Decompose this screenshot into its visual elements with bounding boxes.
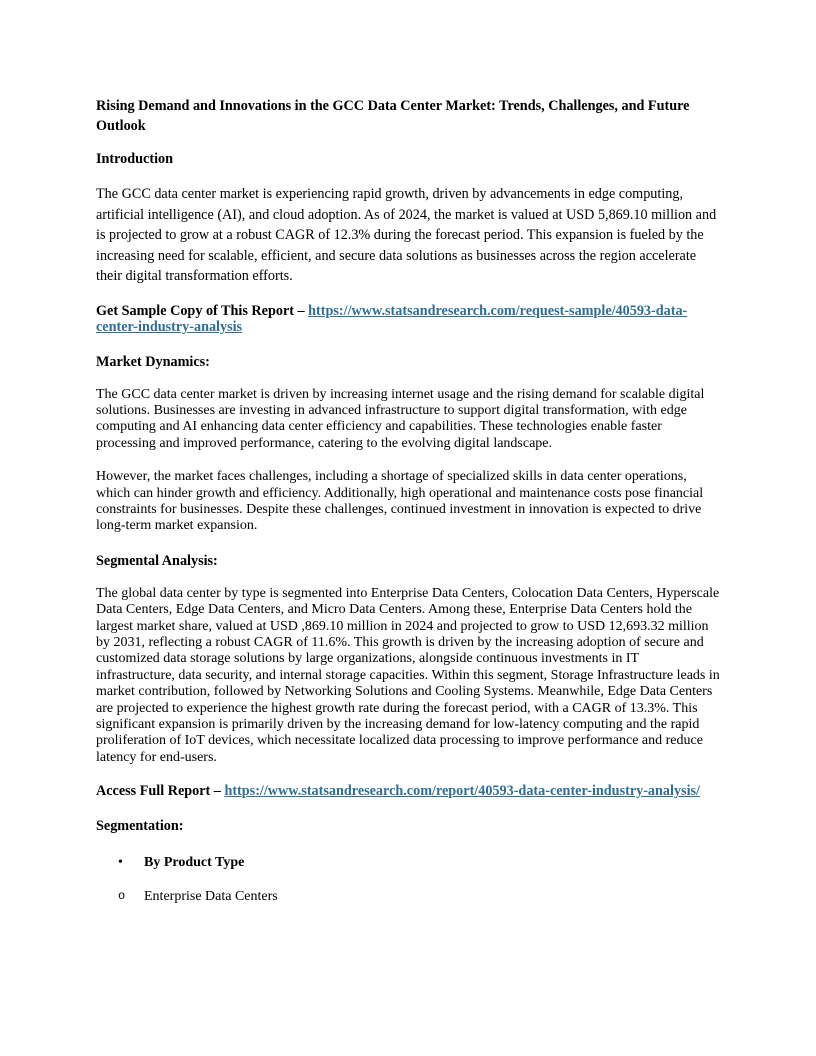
full-report-cta (96, 783, 720, 800)
sample-copy-link[interactable]: https://www.statsandresearch.com/request-sample/40593-data-center-industry-analysis (96, 302, 688, 335)
document-title: Rising Demand and Innovations in the GCC Data Center Market: Trends, Challenges, and Future Outlook (96, 98, 690, 134)
market-dynamics-paragraph-2: However, the market faces challenges, including a shortage of specialized skills in data center operations, which can hinder growth and efficiency. Additionally, high operational and maintenance costs pose financial constraints for businesses. Despite these challenges, continued investment in innovation is expected to drive long-term market expansion. (96, 469, 704, 534)
segmental-analysis-heading: Segmental Analysis: (96, 552, 218, 569)
sample-copy-label: Get Sample Copy of This Report – (96, 302, 309, 319)
segmentation-heading: Segmentation: (96, 817, 184, 834)
full-report-link[interactable]: https://www.statsandresearch.com/report/40593-data-center-industry-analysis/ (224, 783, 700, 800)
market-dynamics-heading: Market Dynamics: (96, 353, 210, 370)
bullet-icon: • (118, 854, 123, 870)
market-dynamics-paragraph-1: The GCC data center market is driven by increasing internet usage and the rising demand for scalable digital solutions. Businesses are investing in advanced infrastructure to support digital transformation, with edge computing and AI enhancing data center efficiency and capabilities. These technologies enable faster processing and improved performance, catering to the evolving digital landscape. (96, 386, 705, 451)
list-item-label: By Product Type (144, 854, 245, 870)
list-item-label: Enterprise Data Centers (144, 888, 278, 904)
list-item (96, 853, 720, 872)
introduction-paragraph: The GCC data center market is experiencing rapid growth, driven by advancements in edge computing, artificial intelligence (AI), and cloud adoption. As of 2024, the market is valued at USD 5,869.10 million and is projected to grow at a robust CAGR of 12.3% during the forecast period. This expansion is fueled by the increasing need for scalable, efficient, and secure data solutions as businesses across the region accelerate their digital transformation efforts. (96, 186, 717, 284)
circle-bullet-icon: o (118, 888, 126, 903)
sample-copy-cta (96, 303, 720, 336)
list-item (96, 887, 720, 906)
full-report-label: Access Full Report – (96, 783, 225, 800)
segmental-analysis-paragraph: The global data center by type is segmented into Enterprise Data Centers, Colocation Data Centers, Hyperscale Data Centers, Edge Data Centers, and Micro Data Centers. Among these, Enterprise Data Centers hold the largest market share, valued at USD ,869.10 million in 2024 and projected to grow to USD 12,693.32 million by 2031, reflecting a robust CAGR of 11.6%. This growth is driven by the increasing adoption of secure and customized data storage solutions by large organizations, alongside continuous investments in IT infrastructure, data security, and internal storage capacities. Within this segment, Storage Infrastructure leads in market contribution, followed by Networking Solutions and Cooling Systems. Meanwhile, Edge Data Centers are projected to experience the highest growth rate during the forecast period, with a CAGR of 13.3%. This significant expansion is primarily driven by the increasing demand for low-latency computing and the rapid proliferation of IoT devices, which necessitate localized data processing to improve performance and reduce latency for end-users. (96, 585, 720, 765)
document-page (96, 96, 720, 921)
introduction-heading: Introduction (96, 151, 173, 167)
